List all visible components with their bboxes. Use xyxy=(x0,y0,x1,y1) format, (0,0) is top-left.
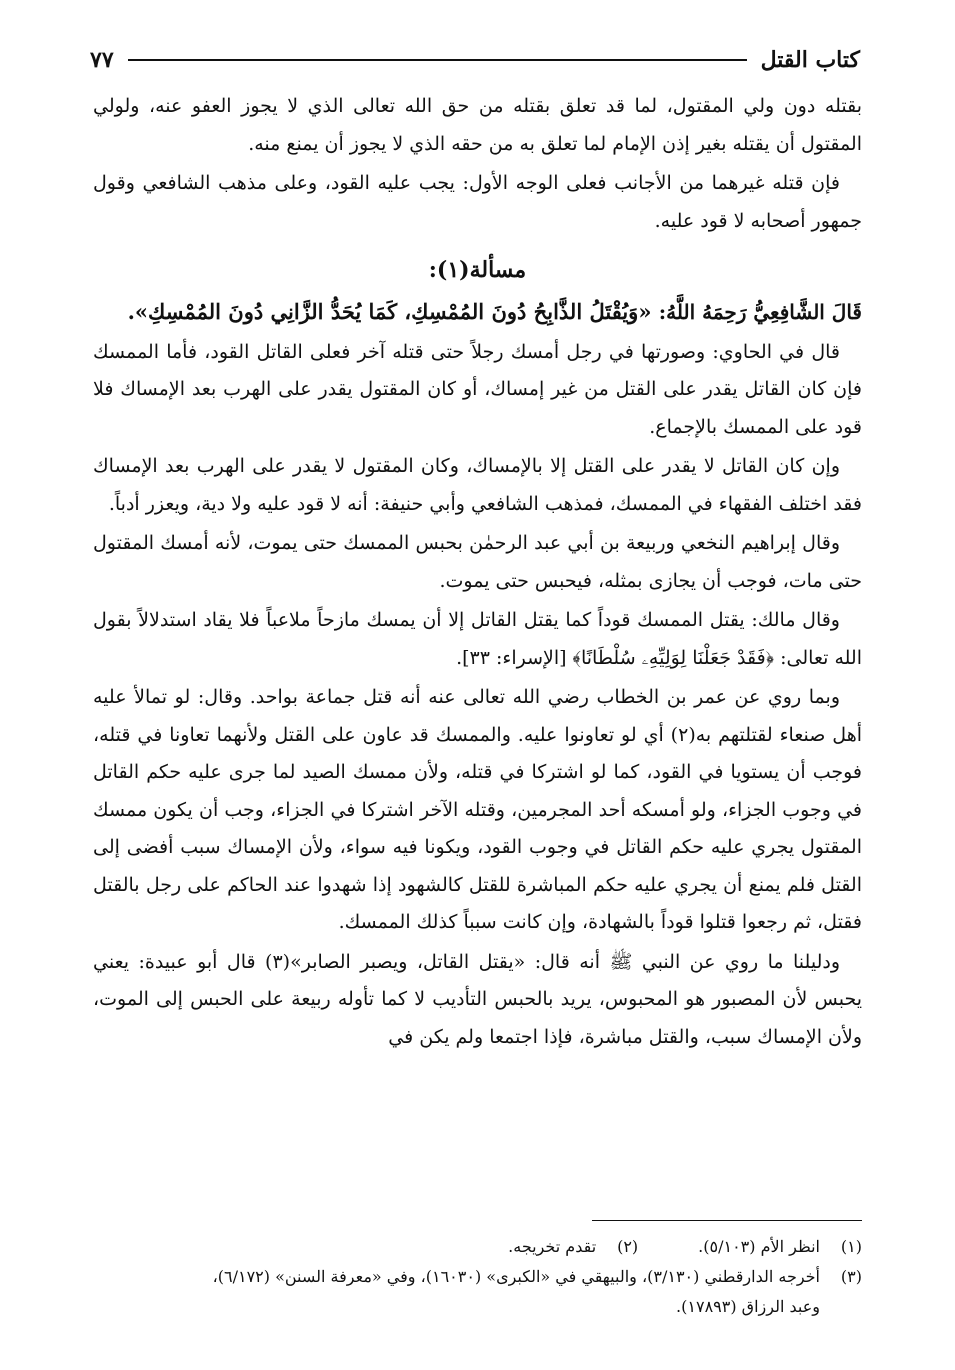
footnote-row-1 xyxy=(93,1232,862,1262)
footnote-2 xyxy=(508,1232,638,1262)
footnote-number: (١) xyxy=(840,1237,862,1256)
quote-attribution: قَالَ الشَّافِعِيُّ رَحِمَهُ اللَّهُ: xyxy=(658,299,862,324)
main-text xyxy=(93,88,862,1056)
footnote-text: تقدم تخريجه. xyxy=(508,1237,597,1256)
paragraph-5: وقال إبراهيم النخعي وربيعة بن أبي عبد الرحمٰن بحبس الممسك حتى يموت، لأنه أمسك المقتول حتى مات، فوجب أن يجازى بمثله، فيحبس حتى يموت. xyxy=(93,532,862,592)
paragraph-1: بقتله دون ولي المقتول، لما قد تعلق بقتله من حق الله تعالى الذي لا يجوز العفو عنه، ولولي المقتول أن يقتله بغير إذن الإمام لما تعلق به من حقه الذي لا يجوز أن يمنع منه. xyxy=(93,95,862,155)
paragraph-3: قال في الحاوي: وصورتها في رجل أمسك رجلاً حتى قتله آخر فعلى القاتل القود، فأما الممسك فإن كان القاتل يقدر على القتل من غير إمساك، أو كان المقتول يقدر على الهرب بعد الإمساك فلا قود على الممسك بالإجماع. xyxy=(93,340,862,438)
footnote-number: (٢) xyxy=(617,1237,639,1256)
header-rule xyxy=(128,59,747,61)
footnote-number: (٣) xyxy=(840,1267,862,1286)
paragraph-4: وإن كان القاتل لا يقدر على القتل إلا بالإمساك، وكان المقتول لا يقدر على الهرب بعد الإمساك فقد اختلف الفقهاء في الممسك، فمذهب الشافعي وأبي حنيفة: أنه لا قود عليه ولا دية، ويعزر أدباً. xyxy=(93,455,862,515)
running-header xyxy=(90,40,860,80)
section-heading: مسألة(١): xyxy=(428,257,527,283)
chapter-title: كتاب القتل xyxy=(760,47,860,73)
page-number: ٧٧ xyxy=(90,47,114,73)
shafii-quote xyxy=(93,292,862,332)
footnote-text: أخرجه الدارقطني (٣/١٣٠)، والبيهقي في «الكبرى» (١٦٠٣٠)، وفي «معرفة السنن» (٦/١٧٢)، xyxy=(212,1267,820,1286)
paragraph-7: وبما روي عن عمر بن الخطاب رضي الله تعالى عنه أنه قتل جماعة بواحد. وقال: لو تمالأ عليه أهل صنعاء لقتلتهم به(٢) أي لو تعاونوا عليه. والممسك قد عاون على القتل ولأنهما تعاونا في قتله، فوجب أن يستويا في القود، كما لو اشتركا في قتله، ولأن ممسك الصيد لما جرى عليه حكم القاتل في وجوب الجزاء، ولو أمسكه أحد المجرمين، وقتله الآخر اشتركا في الجزاء، وجب أن يكون ممسك المقتول يجري عليه حكم القاتل في وجوب القود، ويكونا فيه سواء، ولأن الإمساك سبب أفضى إلى القتل فلم يمنع أن يجري عليه حكم المباشرة للقتل كالشهود إذا شهدوا عند الحاكم على رجل بالقتل فقتل، ثم رجعوا قتلوا قوداً بالشهادة، وإن كانت سبباً كذلك الممسك. xyxy=(93,686,862,933)
paragraph-2: فإن قتله غيرهما من الأجانب فعلى الوجه الأول: يجب عليه القود، وعلى مذهب الشافعي وقول جمهور أصحابه لا قود عليه. xyxy=(93,172,862,232)
footnote-text: انظر الأم (٥/١٠٣). xyxy=(698,1237,820,1256)
footnotes xyxy=(93,1232,862,1322)
paragraph-8: ودليلنا ما روي عن النبي ﷺ أنه قال: «يقتل القاتل، ويصبر الصابر»(٣) قال أبو عبيدة: يعني يحبس لأن المصبور هو المحبوس، يريد بالحبس التأديب لا كما تأوله ربيعة على الحبس إلى الموت، ولأن الإمساك سبب، والقتل مباشرة، فإذا اجتمعا ولم يكن في xyxy=(93,950,862,1048)
footnote-3-continuation: وعبد الرزاق (١٧٨٩٣). xyxy=(676,1297,820,1316)
paragraph-6: وقال مالك: يقتل الممسك قوداً كما يقتل القاتل إلا أن يمسك مازحاً ملاعباً فلا يقاد استدلالاً بقول الله تعالى: ﴿فَقَدْ جَعَلْنَا لِوَلِيِّهِۦ سُلْطَانًا﴾ [الإسراء: ٣٣]. xyxy=(93,609,862,669)
footnote-separator xyxy=(592,1220,862,1221)
footnote-3 xyxy=(93,1262,862,1292)
footnote-1 xyxy=(698,1232,862,1262)
quote-text: «وَيُقْتَلُ الذَّابِحُ دُونَ المُمْسِكِ، كَمَا يُحَدُّ الزَّانِي دُونَ المُمْسِكِ». xyxy=(127,298,652,324)
